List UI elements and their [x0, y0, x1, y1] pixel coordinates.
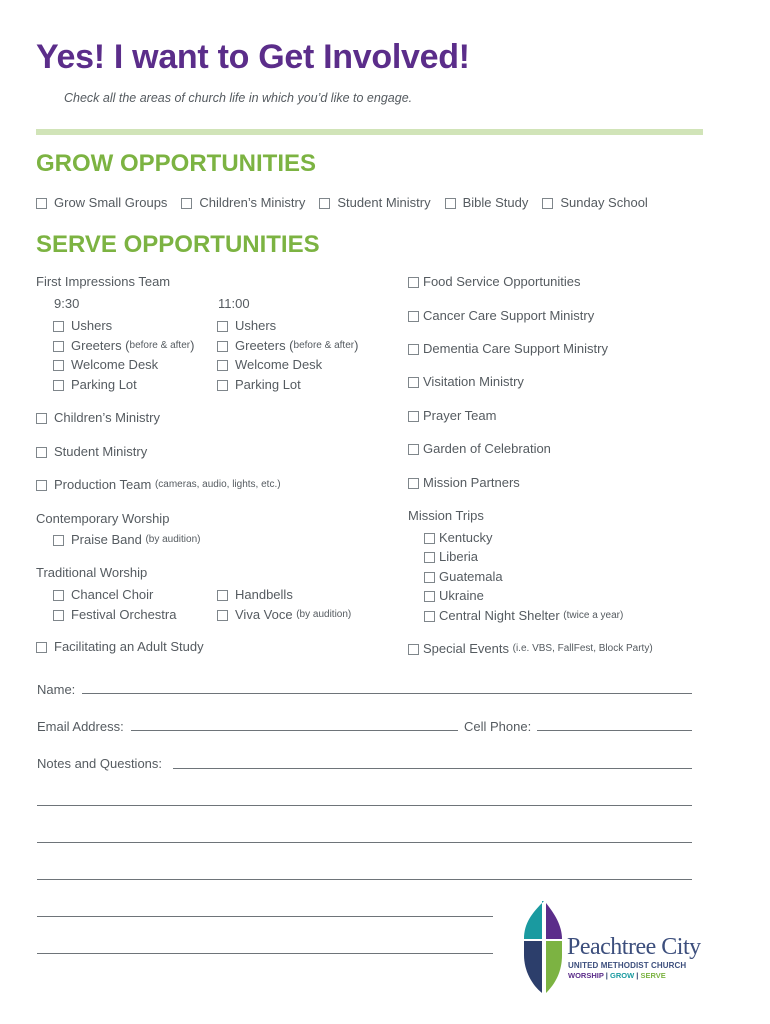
- checkbox[interactable]: [408, 311, 419, 322]
- mission-trips-label: Mission Trips: [408, 508, 484, 523]
- ushers-930-option[interactable]: Ushers: [53, 318, 112, 334]
- page-title: Yes! I want to Get Involved!: [36, 38, 470, 76]
- grow-bible-study-option[interactable]: Bible Study: [445, 195, 529, 211]
- checkbox[interactable]: [445, 198, 456, 209]
- food-service-option[interactable]: Food Service Opportunities: [408, 274, 581, 290]
- production-team-option[interactable]: Production Team (cameras, audio, lights, etc.): [36, 477, 281, 493]
- trip-ukraine-option[interactable]: Ukraine: [424, 588, 484, 604]
- checkbox[interactable]: [408, 377, 419, 388]
- intro-text: Check all the areas of church life in which you’d like to engage.: [64, 91, 413, 105]
- cell-phone-field[interactable]: [537, 730, 692, 731]
- checkbox[interactable]: [408, 277, 419, 288]
- name-label: Name:: [37, 682, 76, 697]
- parking-lot-930-option[interactable]: Parking Lot: [53, 377, 137, 393]
- email-field[interactable]: [131, 730, 458, 731]
- checkbox[interactable]: [53, 341, 64, 352]
- checkbox[interactable]: [36, 447, 47, 458]
- special-events-option[interactable]: Special Events (i.e. VBS, FallFest, Block Party): [408, 641, 653, 657]
- notes-field-line-6[interactable]: [37, 953, 493, 954]
- welcome-desk-930-option[interactable]: Welcome Desk: [53, 357, 158, 373]
- church-logo-mark: [522, 899, 566, 997]
- ushers-1100-option[interactable]: Ushers: [217, 318, 276, 334]
- checkbox[interactable]: [408, 344, 419, 355]
- serve-heading: SERVE OPPORTUNITIES: [36, 231, 320, 258]
- parking-lot-1100-option[interactable]: Parking Lot: [217, 377, 301, 393]
- notes-field-line-1[interactable]: [173, 768, 692, 769]
- church-name: Peachtree City: [567, 934, 701, 960]
- first-impressions-label: First Impressions Team: [36, 274, 171, 289]
- grow-heading: GROW OPPORTUNITIES: [36, 150, 317, 177]
- checkbox[interactable]: [53, 590, 64, 601]
- checkbox[interactable]: [53, 380, 64, 391]
- checkbox[interactable]: [424, 611, 435, 622]
- checkbox[interactable]: [408, 444, 419, 455]
- visitation-option[interactable]: Visitation Ministry: [408, 374, 524, 390]
- time-1100-label: 11:00: [218, 296, 250, 311]
- checkbox[interactable]: [217, 610, 228, 621]
- name-field[interactable]: [82, 693, 692, 694]
- flame-cross-icon: [522, 899, 566, 997]
- serve-childrens-ministry-option[interactable]: Children’s Ministry: [36, 410, 160, 426]
- checkbox[interactable]: [424, 572, 435, 583]
- trip-guatemala-option[interactable]: Guatemala: [424, 569, 503, 585]
- notes-field-line-4[interactable]: [37, 879, 692, 880]
- notes-field-line-2[interactable]: [37, 805, 692, 806]
- checkbox[interactable]: [424, 552, 435, 563]
- notes-label: Notes and Questions:: [37, 756, 163, 771]
- checkbox[interactable]: [53, 610, 64, 621]
- prayer-team-option[interactable]: Prayer Team: [408, 408, 496, 424]
- checkbox[interactable]: [424, 533, 435, 544]
- checkbox[interactable]: [217, 380, 228, 391]
- checkbox[interactable]: [319, 198, 330, 209]
- church-subtitle: UNITED METHODIST CHURCH: [568, 961, 687, 970]
- adult-study-option[interactable]: Facilitating an Adult Study: [36, 639, 204, 655]
- welcome-desk-1100-option[interactable]: Welcome Desk: [217, 357, 322, 373]
- dementia-care-option[interactable]: Dementia Care Support Ministry: [408, 341, 608, 357]
- checkbox[interactable]: [53, 321, 64, 332]
- grow-sunday-school-option[interactable]: Sunday School: [542, 195, 647, 211]
- notes-field-line-3[interactable]: [37, 842, 692, 843]
- checkbox[interactable]: [53, 535, 64, 546]
- checkbox[interactable]: [217, 341, 228, 352]
- chancel-choir-option[interactable]: Chancel Choir: [53, 587, 153, 603]
- garden-option[interactable]: Garden of Celebration: [408, 441, 551, 457]
- grow-student-ministry-option[interactable]: Student Ministry: [319, 195, 430, 211]
- checkbox[interactable]: [36, 413, 47, 424]
- divider: [36, 129, 703, 135]
- checkbox[interactable]: [36, 642, 47, 653]
- checkbox[interactable]: [408, 411, 419, 422]
- grow-childrens-ministry-option[interactable]: Children’s Ministry: [181, 195, 305, 211]
- cancer-care-option[interactable]: Cancer Care Support Ministry: [408, 308, 594, 324]
- praise-band-option[interactable]: Praise Band (by audition): [53, 532, 200, 548]
- traditional-worship-label: Traditional Worship: [36, 565, 148, 580]
- checkbox[interactable]: [217, 360, 228, 371]
- greeters-1100-option[interactable]: Greeters ( before & after ): [217, 338, 358, 354]
- serve-student-ministry-option[interactable]: Student Ministry: [36, 444, 147, 460]
- time-930-label: 9:30: [54, 296, 80, 311]
- checkbox[interactable]: [36, 480, 47, 491]
- trip-kentucky-option[interactable]: Kentucky: [424, 530, 492, 546]
- festival-orchestra-option[interactable]: Festival Orchestra: [53, 607, 176, 623]
- email-label: Email Address:: [37, 719, 124, 734]
- checkbox[interactable]: [36, 198, 47, 209]
- checkbox[interactable]: [408, 478, 419, 489]
- checkbox[interactable]: [53, 360, 64, 371]
- checkbox[interactable]: [424, 591, 435, 602]
- checkbox[interactable]: [542, 198, 553, 209]
- notes-field-line-5[interactable]: [37, 916, 493, 917]
- grow-small-groups-option[interactable]: Grow Small Groups: [36, 195, 167, 211]
- mission-partners-option[interactable]: Mission Partners: [408, 475, 520, 491]
- grow-options: [36, 195, 648, 211]
- checkbox[interactable]: [217, 321, 228, 332]
- checkbox[interactable]: [217, 590, 228, 601]
- contemporary-worship-label: Contemporary Worship: [36, 511, 170, 526]
- viva-voce-option[interactable]: Viva Voce (by audition): [217, 607, 351, 623]
- church-tagline: WORSHIP | GROW | SERVE: [568, 971, 666, 980]
- checkbox[interactable]: [408, 644, 419, 655]
- central-night-shelter-option[interactable]: Central Night Shelter (twice a year): [424, 608, 623, 624]
- checkbox[interactable]: [181, 198, 192, 209]
- cell-phone-label: Cell Phone:: [464, 719, 532, 734]
- greeters-930-option[interactable]: Greeters ( before & after ): [53, 338, 194, 354]
- trip-liberia-option[interactable]: Liberia: [424, 549, 478, 565]
- handbells-option[interactable]: Handbells: [217, 587, 293, 603]
